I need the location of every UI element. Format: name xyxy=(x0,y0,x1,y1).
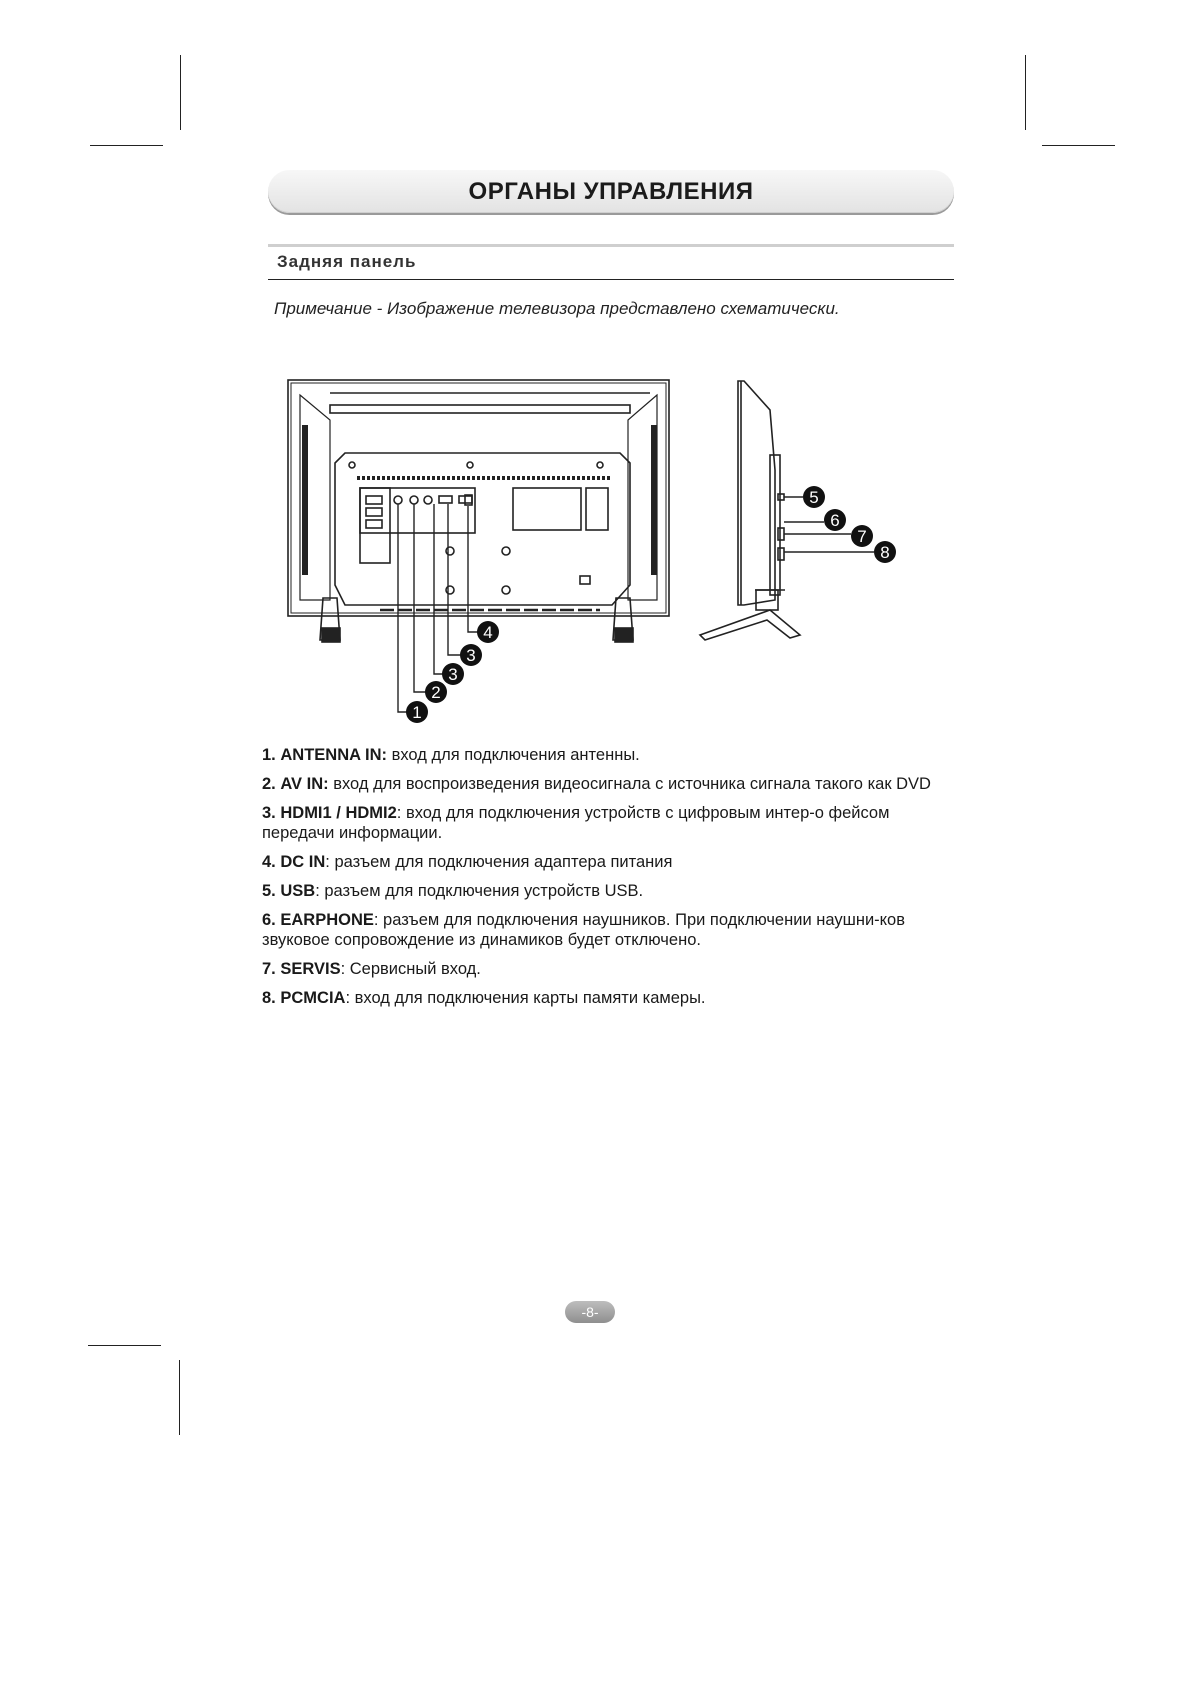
list-item xyxy=(262,803,942,843)
item-text: : вход для подключения карты памяти камеры. xyxy=(345,989,706,1007)
item-label: DC IN xyxy=(280,853,326,871)
list-item xyxy=(262,959,942,979)
item-label: SERVIS xyxy=(280,960,341,978)
callout-6 xyxy=(824,509,846,531)
item-label: EARPHONE xyxy=(280,911,374,929)
item-text: : разъем для подключения наушников. При подключении наушни-ков звуковое сопровождение из динамиков будет отключено. xyxy=(262,911,906,949)
callout-1-label: 1 xyxy=(412,703,422,722)
connector-descriptions xyxy=(262,745,942,1017)
callout-5 xyxy=(803,486,825,508)
callout-4-label: 4 xyxy=(483,623,493,642)
item-number: 2. xyxy=(262,775,276,793)
page-title: ОРГАНЫ УПРАВЛЕНИЯ xyxy=(468,177,754,205)
note-text: Примечание - Изображение телевизора представлено схематически. xyxy=(274,299,840,318)
item-label: PCMCIA xyxy=(280,989,346,1007)
tv-rear-view xyxy=(288,380,669,642)
item-label: HDMI1 / HDMI2 xyxy=(280,804,397,822)
callout-8 xyxy=(874,541,896,563)
item-number: 5. xyxy=(262,882,276,900)
item-number: 1. xyxy=(262,746,276,764)
list-item xyxy=(262,745,942,765)
callout-8-label: 8 xyxy=(880,543,890,562)
item-text: : разъем для подключения адаптера питания xyxy=(325,853,673,871)
item-number: 7. xyxy=(262,960,276,978)
callout-2 xyxy=(425,681,447,703)
tv-side-view xyxy=(700,381,800,640)
callout-7 xyxy=(851,525,873,547)
callout-leaders-rear xyxy=(398,504,488,712)
item-text: : вход для подключения устройств с цифровым интер-о фейсом передачи информации. xyxy=(262,804,890,842)
callout-7-label: 7 xyxy=(857,527,867,546)
callout-3b xyxy=(460,644,482,666)
item-number: 8. xyxy=(262,989,276,1007)
list-item xyxy=(262,881,942,901)
callout-6-label: 6 xyxy=(830,511,840,530)
item-label: ANTENNA IN: xyxy=(280,746,387,764)
callout-3a-label: 3 xyxy=(448,665,458,684)
item-number: 4. xyxy=(262,853,276,871)
callout-3a xyxy=(442,663,464,685)
list-item xyxy=(262,910,942,950)
page-number: -8- xyxy=(565,1301,615,1323)
item-text: : Сервисный вход. xyxy=(340,960,481,978)
list-item xyxy=(262,988,942,1008)
item-text: вход для воспроизведения видеосигнала с источника сигнала такого как DVD xyxy=(328,775,931,793)
list-item xyxy=(262,852,942,872)
item-text: : разъем для подключения устройств USB. xyxy=(315,882,644,900)
callout-5-label: 5 xyxy=(809,488,819,507)
item-number: 3. xyxy=(262,804,276,822)
item-text: вход для подключения антенны. xyxy=(387,746,640,764)
item-label: USB xyxy=(280,882,316,900)
list-item xyxy=(262,774,942,794)
item-number: 6. xyxy=(262,911,276,929)
callout-2-label: 2 xyxy=(431,683,441,702)
item-label: AV IN: xyxy=(280,775,329,793)
callout-4 xyxy=(477,621,499,643)
section-heading: Задняя панель xyxy=(277,252,417,271)
callout-1 xyxy=(406,701,428,723)
callout-3b-label: 3 xyxy=(466,646,476,665)
